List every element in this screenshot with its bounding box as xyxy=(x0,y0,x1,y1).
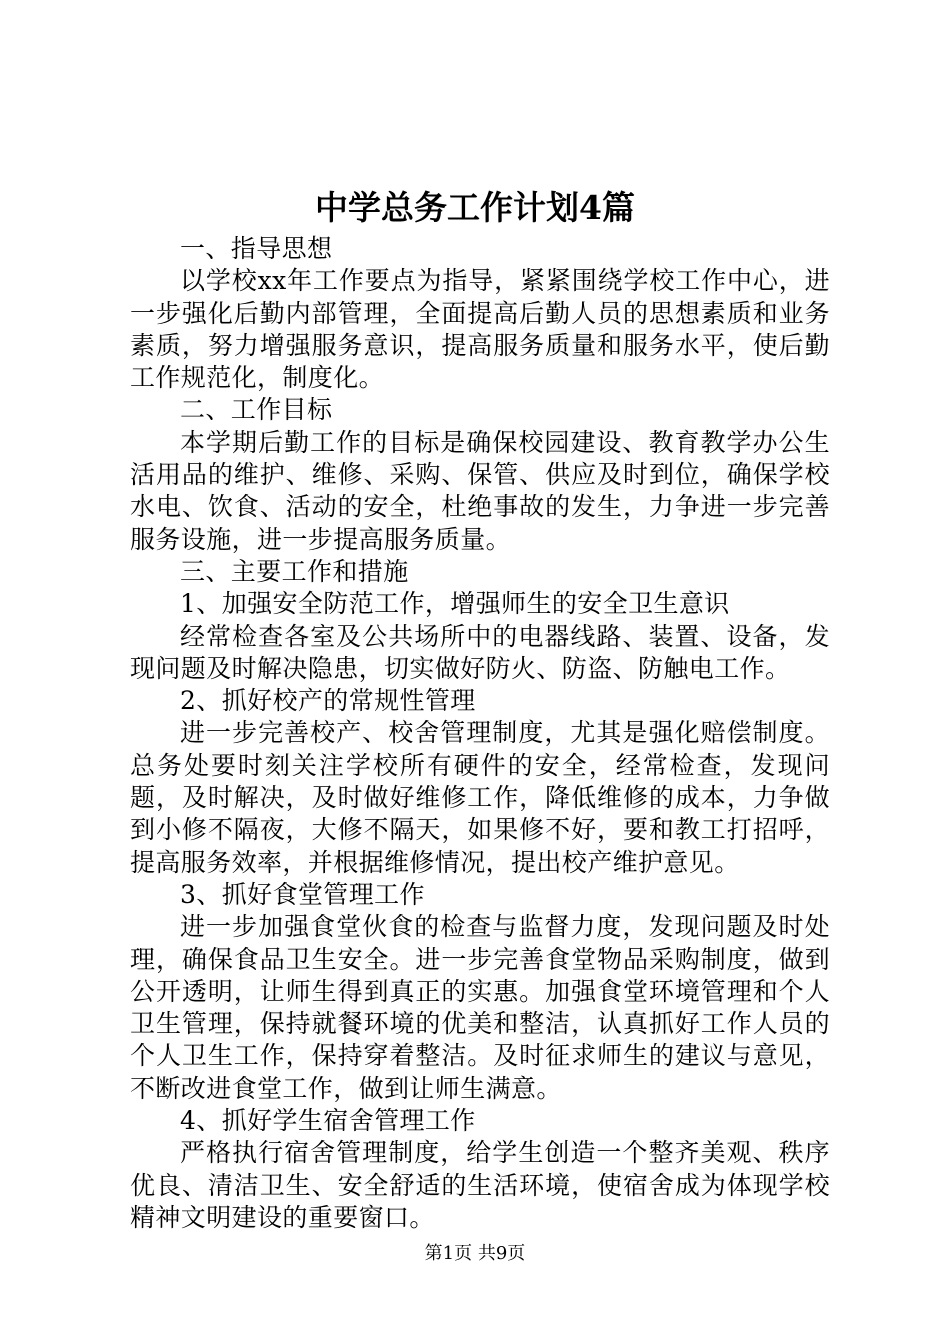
paragraph: 以学校xx年工作要点为指导，紧紧围绕学校工作中心，进一步强化后勤内部管理，全面提高后勤人员的思想素质和业务素质，努力增强服务意识，提高服务质量和服务水平，使后勤工作规范化，制度化。 xyxy=(130,266,830,393)
subsection-heading: 1、加强安全防范工作，增强师生的安全卫生意识 xyxy=(180,589,730,619)
subsection-heading: 3、抓好食堂管理工作 xyxy=(180,879,425,909)
page-footer: 第1页 共9页 xyxy=(424,1243,526,1264)
paragraph: 严格执行宿舍管理制度，给学生创造一个整齐美观、秩序优良、清洁卫生、安全舒适的生活环境，使宿舍成为体现学校精神文明建设的重要窗口。 xyxy=(130,1138,830,1232)
subsection-heading: 4、抓好学生宿舍管理工作 xyxy=(180,1106,476,1136)
section-heading: 三、主要工作和措施 xyxy=(180,556,409,586)
paragraph: 进一步完善校产、校舍管理制度，尤其是强化赔偿制度。总务处要时刻关注学校所有硬件的安全，经常检查，发现问题，及时解决，及时做好维修工作，降低维修的成本，力争做到小修不隔夜，大修不隔天，如果修不好，要和教工打招呼，提高服务效率，并根据维修情况，提出校产维护意见。 xyxy=(130,718,830,877)
paragraph: 经常检查各室及公共场所中的电器线路、装置、设备，发现问题及时解决隐患，切实做好防火、防盗、防触电工作。 xyxy=(130,621,830,683)
section-heading: 一、指导思想 xyxy=(180,234,333,263)
paragraph: 本学期后勤工作的目标是确保校园建设、教育教学办公生活用品的维护、维修、采购、保管、供应及时到位，确保学校水电、饮食、活动的安全，杜绝事故的发生，力争进一步完善服务设施，进一步提高服务质量。 xyxy=(130,427,830,554)
document-body xyxy=(130,233,830,1234)
section-heading: 二、工作目标 xyxy=(180,395,333,425)
paragraph: 进一步加强食堂伙食的检查与监督力度，发现问题及时处理，确保食品卫生安全。进一步完善食堂物品采购制度，做到公开透明，让师生得到真正的实惠。加强食堂环境管理和个人卫生管理，保持就餐环境的优美和整洁，认真抓好工作人员的个人卫生工作，保持穿着整洁。及时征求师生的建议与意见，不断改进食堂工作，做到让师生满意。 xyxy=(130,912,830,1103)
subsection-heading: 2、抓好校产的常规性管理 xyxy=(180,686,476,716)
document-title: 中学总务工作计划4篇 xyxy=(315,188,635,227)
